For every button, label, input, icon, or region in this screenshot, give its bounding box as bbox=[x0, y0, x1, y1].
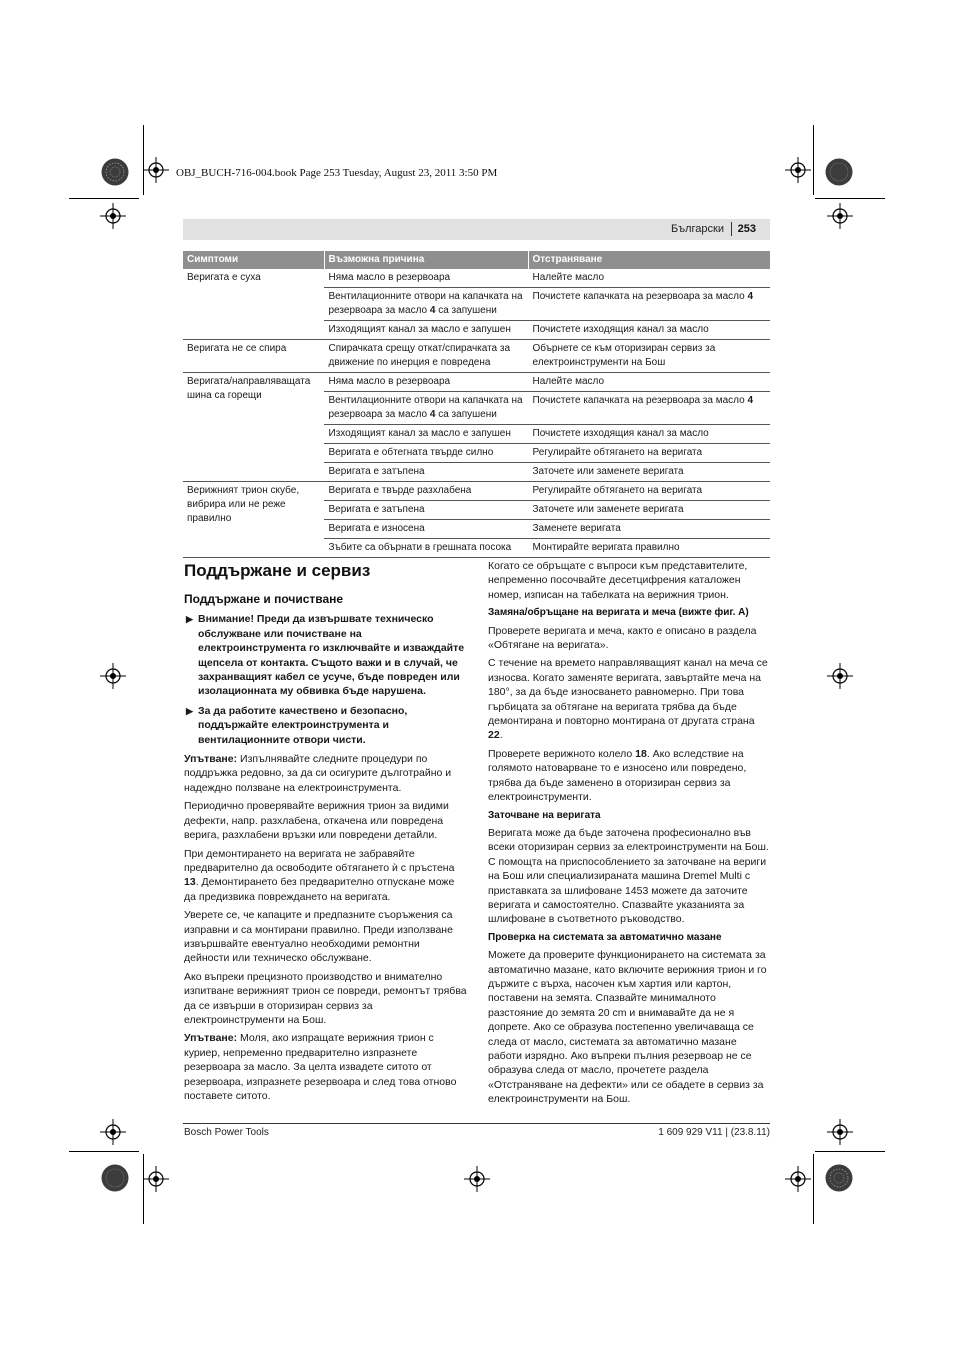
triangle-bullet-icon: ▶ bbox=[186, 614, 193, 625]
paragraph: С течение на времето направляващият канал на меча се износва. Когато заменяте веригата, завъртайте меча на 180°, за да бъде износването равномерно. При това гърбицата за обтягане на веригата трябва да бъде демонтирана и повторно монтирана от другата страна 22. bbox=[488, 657, 768, 742]
column-header: Възможна причина bbox=[324, 251, 528, 269]
cause-cell: Зъбите са обърнати в грешната посока bbox=[324, 539, 528, 558]
remedy-cell: Налейте масло bbox=[528, 269, 770, 288]
cause-cell: Вентилационните отвори на капачката на резервоара за масло 4 са запушени bbox=[324, 288, 528, 321]
registration-mark-icon bbox=[785, 1166, 811, 1192]
cause-cell: Изходящият канал за масло е запушен bbox=[324, 425, 528, 444]
paragraph: Уверете се, че капаците и предпазните съоръжения са изправни и са монтирани правилно. Преди използване извършвайте евентуално необходими ремонтни дейности или техническо обслужване. bbox=[184, 909, 453, 965]
triangle-bullet-icon: ▶ bbox=[186, 705, 193, 716]
symptom-cell: Веригата е суха bbox=[183, 269, 324, 340]
remedy-cell: Заточете или заменете веригата bbox=[528, 501, 770, 520]
registration-mark-icon bbox=[100, 203, 126, 229]
warning-bullet bbox=[184, 612, 467, 698]
troubleshooting-table bbox=[183, 251, 770, 558]
paragraph: Периодично проверявайте верижния трион за видими дефекти, напр. разхлабена, откачена или повредена верига, разхлабени връзки или повредени детайли. bbox=[184, 800, 449, 842]
footer-doc-number: 1 609 929 V11 | (23.8.11) bbox=[658, 1127, 770, 1138]
remedy-cell: Регулирайте обтягането на веригата bbox=[528, 482, 770, 501]
color-target-icon bbox=[101, 158, 129, 186]
remedy-cell: Монтирайте веригата правилно bbox=[528, 539, 770, 558]
subsection-title: Проверка на системата за автоматично мазане bbox=[488, 931, 722, 943]
left-column bbox=[184, 560, 467, 1107]
registration-mark-icon bbox=[827, 1119, 853, 1145]
registration-mark-icon bbox=[143, 157, 169, 183]
remedy-cell: Почистете изходящия канал за масло bbox=[528, 321, 770, 340]
registration-mark-icon bbox=[464, 1166, 490, 1192]
section-title: Поддържане и сервиз bbox=[184, 561, 371, 580]
registration-mark-icon bbox=[100, 1119, 126, 1145]
table-row bbox=[183, 373, 770, 392]
table-row bbox=[183, 340, 770, 373]
print-job-header: OBJ_BUCH-716-004.book Page 253 Tuesday, August 23, 2011 3:50 PM bbox=[176, 167, 498, 179]
cause-cell: Няма масло в резервоара bbox=[324, 269, 528, 288]
header-divider bbox=[731, 222, 732, 236]
paragraph: Веригата може да бъде заточена професионално във всеки оторизиран сервиз за електроинструменти на Бош. С помощта на приспособлението за заточване на вериги на Бош или специализираната машина Dremel Multi с приставката за шлифоване 1453 можете да заточите веригата и самостоятелно. Спазвайте указанията за шлифоване в съответното ръководство. bbox=[488, 826, 769, 926]
registration-mark-icon bbox=[785, 157, 811, 183]
remedy-cell: Заменете веригата bbox=[528, 520, 770, 539]
language-label: Български bbox=[671, 223, 724, 235]
footer-divider bbox=[183, 1123, 770, 1124]
cause-cell: Веригата е износена bbox=[324, 520, 528, 539]
cause-cell: Спирачката срещу откат/спирачката за движение по инерция е повредена bbox=[324, 340, 528, 373]
subsection-title: Поддържане и почистване bbox=[184, 592, 344, 606]
symptom-cell: Верижният трион скубе, вибрира или не реже правилно bbox=[183, 482, 324, 558]
color-target-icon bbox=[101, 1164, 129, 1192]
registration-mark-icon bbox=[827, 663, 853, 689]
remedy-cell: Заточете или заменете веригата bbox=[528, 463, 770, 482]
bullet-text: За да работите качествено и безопасно, поддържайте електроинструмента и вентилационните отвори чисти. bbox=[198, 704, 408, 746]
table-row bbox=[183, 269, 770, 288]
remedy-cell: Налейте масло bbox=[528, 373, 770, 392]
column-header: Симптоми bbox=[183, 251, 324, 269]
remedy-cell: Почистете изходящия канал за масло bbox=[528, 425, 770, 444]
right-column bbox=[488, 559, 772, 1111]
subsection-title: Заточване на веригата bbox=[488, 809, 601, 821]
paragraph: Когато се обръщате с въпроси към представителите, непременно посочвайте десетцифрения каталожен номер, изписан на табелката на верижния трион. bbox=[488, 560, 748, 601]
bullet-text: Внимание! Преди да извършвате техническо обслужване или почистване на електроинструмента го изключвайте и изваждайте щепсела от контакта. Същото важи и в случай, че захранващият кабел се усуче, бъде повреден или изолационната му обвивка бъде нарушена. bbox=[198, 613, 465, 698]
remedy-cell: Обърнете се към оторизиран сервиз за електроинструменти на Бош bbox=[528, 340, 770, 373]
page-number: 253 bbox=[737, 223, 756, 235]
registration-mark-icon bbox=[827, 203, 853, 229]
subsection-title: Замяна/обръщане на веригата и меча (вижте фиг. A) bbox=[488, 607, 749, 619]
cause-cell: Веригата е затъпена bbox=[324, 463, 528, 482]
paragraph: Ако въпреки прецизното производство и внимателно изпитване верижният трион се повреди, ремонтът трябва да се извърши в оторизиран сервиз за електроинструменти на Бош. bbox=[184, 970, 467, 1026]
column-header: Отстраняване bbox=[528, 251, 770, 269]
cause-cell: Веригата е обтегната твърде силно bbox=[324, 444, 528, 463]
remedy-cell: Регулирайте обтягането на веригата bbox=[528, 444, 770, 463]
table-header-row bbox=[183, 251, 770, 269]
note-paragraph: Упътване: Моля, ако изпращате верижния трион с куриер, непременно предварително изпразнете резервоара за масло. За целта извадете ситото от резервоара, изпразнете резервоара и след това отново поставете ситото. bbox=[184, 1032, 457, 1102]
cause-cell: Изходящият канал за масло е запушен bbox=[324, 321, 528, 340]
table-row bbox=[183, 482, 770, 501]
footer-brand: Bosch Power Tools bbox=[184, 1127, 269, 1138]
page-header bbox=[183, 219, 770, 240]
paragraph: При демонтирането на веригата не забравяйте предварително да освободите обтягането ѝ с пръстена 13. Демонтирането без предварително отпускане може да предизвика повреждането на веригата. bbox=[184, 847, 455, 903]
cause-cell: Вентилационните отвори на капачката на резервоара за масло 4 са запушени bbox=[324, 392, 528, 425]
color-target-icon bbox=[825, 1164, 853, 1192]
color-target-icon bbox=[825, 158, 853, 186]
remedy-cell: Почистете капачката на резервоара за масло 4 bbox=[528, 392, 770, 425]
paragraph: Проверете верижното колело 18. Ако вследствие на голямото натоварване то е износено или повредено, трябва да бъде заменено в оторизиран сервиз за електроинструменти. bbox=[488, 747, 747, 804]
cause-cell: Няма масло в резервоара bbox=[324, 373, 528, 392]
warning-bullet bbox=[184, 704, 467, 747]
registration-mark-icon bbox=[100, 663, 126, 689]
paragraph: Проверете веригата и меча, както е описано в раздела «Обтягане на веригата». bbox=[488, 624, 757, 652]
registration-mark-icon bbox=[143, 1166, 169, 1192]
symptom-cell: Веригата/направляващата шина са горещи bbox=[183, 373, 324, 482]
cause-cell: Веригата е затъпена bbox=[324, 501, 528, 520]
note-paragraph: Упътване: Изпълнявайте следните процедури по поддръжка редовно, за да си осигурите дълготрайно и надеждно ползване на електроинструмента. bbox=[184, 753, 452, 794]
paragraph: Можете да проверите функционирането на системата за автоматично мазане, като включите верижния трион и го държите с върха, насочен към хартия или картон, поставени на земята. Спазвайте минималното разстояние до земята 20 cm и внимавайте да не я допрете. Ако се образува постепенно увеличаваща се следа от масло, системата за автоматично мазане работи изрядно. Ако въпреки пълния резервоар не се образува следа от масло, прочетете раздела «Отстраняване на дефекти» или се обадете в сервиз за електроинструменти на Бош. bbox=[488, 949, 767, 1106]
cause-cell: Веригата е твърде разхлабена bbox=[324, 482, 528, 501]
symptom-cell: Веригата не се спира bbox=[183, 340, 324, 373]
remedy-cell: Почистете капачката на резервоара за масло 4 bbox=[528, 288, 770, 321]
